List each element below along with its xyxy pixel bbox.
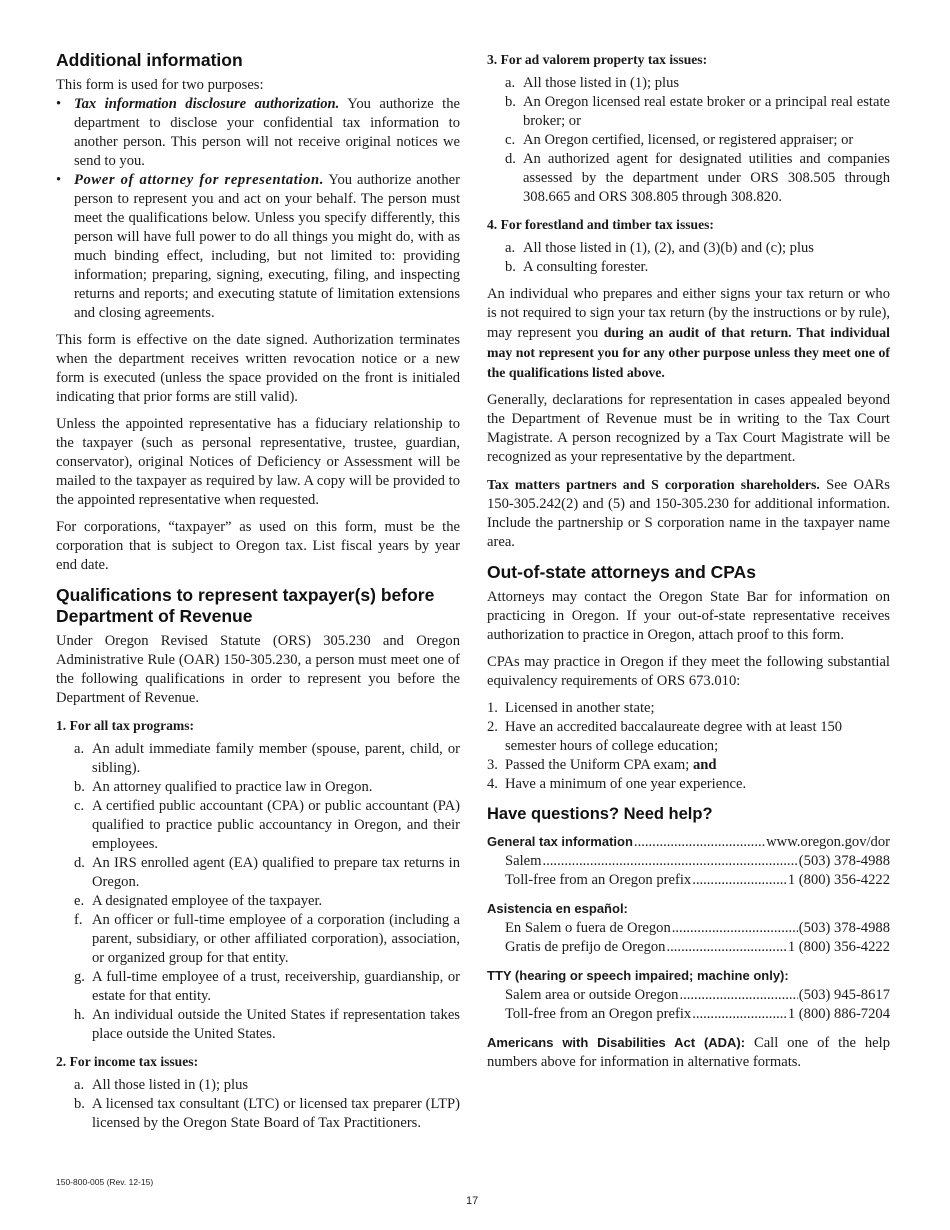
list-item: b. A consulting forester. (505, 259, 649, 275)
bullet-disclosure (56, 95, 460, 171)
bullet-icon: • (56, 172, 62, 188)
page-number: 17 (466, 1195, 479, 1207)
dot-leader (634, 833, 765, 852)
section-4-title: 4. For forestland and timber tax issues: (487, 217, 714, 232)
qualifications-intro: Under Oregon Revised Statute (ORS) 305.230 and Oregon Administrative Rule (OAR) 150-305.230, a person must meet one of the following qualifications in order to represent you before the Department of Revenue. (56, 633, 460, 706)
bullet-power-of-attorney (56, 171, 460, 323)
preparer-paragraph: An individual who prepares and either signs your tax return or who is not required to sign your tax return (by the instructions or by rule), may represent you during an audit of that return. That individual may not represent you for any other purpose unless they meet one of the qualifications listed above. (487, 286, 890, 380)
list-item: b. An attorney qualified to practice law in Oregon. (74, 779, 373, 795)
list-item: d. An authorized agent for designated utilities and companies assessed by the department under ORS 308.505 through 308.665 and ORS 308.805 through 308.820. (505, 151, 890, 205)
section-1-title: 1. For all tax programs: (56, 718, 195, 733)
list-item: 2. Have an accredited baccalaureate degree with at least 150 semester hours of college education; (487, 719, 843, 754)
spanish-salem-label: En Salem o fuera de Oregon (505, 920, 671, 936)
spanish-free-row (487, 938, 890, 957)
list-item: e. A designated employee of the taxpayer. (74, 893, 323, 909)
section-1-list (56, 740, 460, 1044)
attorneys-paragraph: Attorneys may contact the Oregon State Bar for information on practicing in Oregon. If your out-of-state representative receives authorization to practice in Oregon, attach proof to this form. (487, 589, 890, 643)
list-item: a. All those listed in (1); plus (74, 1077, 249, 1093)
section-3-title: 3. For ad valorem property tax issues: (487, 52, 708, 67)
tty-salem-row (487, 986, 890, 1005)
list-item: c. A certified public accountant (CPA) or public accountant (PA) qualified to practice public accountancy in Oregon, and their employees. (74, 798, 460, 852)
list-item: b. A licensed tax consultant (LTC) or licensed tax preparer (LTP) licensed by the Oregon State Board of Tax Practitioners. (74, 1096, 460, 1131)
tollfree-row (487, 871, 890, 890)
dot-leader (692, 871, 787, 890)
tty-heading: TTY (hearing or speech impaired; machine only): (487, 968, 789, 983)
general-info-row (487, 832, 890, 852)
section-2-list (56, 1076, 460, 1133)
spanish-free-phone: 1 (800) 356-4222 (787, 939, 890, 955)
salem-label: Salem (505, 853, 542, 869)
tollfree-label: Toll-free from an Oregon prefix (505, 872, 692, 888)
spanish-heading: Asistencia en español: (487, 901, 628, 916)
list-item: 3. Passed the Uniform CPA exam; and (487, 757, 717, 773)
list-item: b. An Oregon licensed real estate broker or a principal real estate broker; or (505, 94, 890, 129)
bullet-icon: • (56, 96, 62, 112)
list-item: g. A full-time employee of a trust, receivership, guardianship, or estate for that entity. (74, 969, 460, 1004)
form-number: 150-800-005 (Rev. 12-15) (56, 1177, 154, 1187)
cpas-paragraph: CPAs may practice in Oregon if they meet the following substantial equivalency requirements of ORS 673.010: (487, 654, 890, 689)
bullet-poa-title: Power of attorney for representation. (74, 172, 324, 188)
tty-free-phone: 1 (800) 886-7204 (787, 1006, 890, 1022)
additional-information-heading: Additional information (56, 50, 243, 70)
list-item: a. An adult immediate family member (spouse, parent, child, or sibling). (74, 741, 460, 776)
spanish-salem-row (487, 919, 890, 938)
tax-court-paragraph: Generally, declarations for representation in cases appealed beyond the Department of Revenue must be in writing to the Tax Court Magistrate. A person recognized by a Tax Court Magistrate will be recognized as your representative by the department. (487, 392, 890, 465)
dot-leader (666, 938, 786, 957)
right-column (487, 50, 890, 1080)
section-2-title: 2. For income tax issues: (56, 1054, 199, 1069)
website-link[interactable]: www.oregon.gov/dor (766, 834, 890, 850)
spanish-salem-phone: (503) 378-4988 (798, 920, 890, 936)
list-item: c. An Oregon certified, licensed, or registered appraiser; or (505, 132, 854, 148)
bullet-disclosure-text: You authorize the department to disclose your confidential tax information to another person. This person will not receive original notices we send to you. (74, 96, 460, 169)
partners-paragraph: Tax matters partners and S corporation shareholders. See OARs 150-305.242(2) and (5) and 150-305.230 for additional information. Include the partnership or S corporation name in the taxpayer name area. (487, 477, 890, 550)
list-item: 1. Licensed in another state; (487, 700, 655, 716)
salem-row (487, 852, 890, 871)
spanish-group (487, 899, 890, 957)
tty-group (487, 966, 890, 1024)
corporations-paragraph: For corporations, “taxpayer” as used on this form, must be the corporation that is subject to Oregon tax. List fiscal years by year end date. (56, 519, 460, 573)
ada-paragraph: Americans with Disabilities Act (ADA): Call one of the help numbers above for information in alternative formats. (487, 1035, 890, 1070)
list-item: d. An IRS enrolled agent (EA) qualified to prepare tax returns in Oregon. (74, 855, 460, 890)
left-column (56, 50, 460, 1141)
tollfree-phone: 1 (800) 356-4222 (787, 872, 890, 888)
dot-leader (692, 1005, 787, 1024)
dot-leader (542, 852, 797, 871)
general-info-label: General tax information (487, 834, 633, 849)
bullet-disclosure-title: Tax information disclosure authorization. (74, 96, 340, 112)
intro-text: This form is used for two purposes: (56, 77, 264, 93)
tty-free-label: Toll-free from an Oregon prefix (505, 1006, 692, 1022)
out-of-state-heading: Out-of-state attorneys and CPAs (487, 562, 757, 582)
tty-salem-phone: (503) 945-8617 (798, 987, 890, 1003)
section-3-list (487, 74, 890, 207)
general-info-group (487, 832, 890, 890)
dot-leader (679, 986, 797, 1005)
qualifications-heading: Qualifications to represent taxpayer(s) before Department of Revenue (56, 585, 435, 626)
list-item: h. An individual outside the United States if representation takes place outside the United States. (74, 1007, 460, 1042)
list-item: 4. Have a minimum of one year experience. (487, 776, 747, 792)
dot-leader (672, 919, 798, 938)
cpa-requirements-list (487, 699, 890, 794)
effective-paragraph: This form is effective on the date signed. Authorization terminates when the department receives written revocation notice or a new form is executed (unless the space provided on the front is initialed indicating that prior forms are still valid). (56, 332, 460, 405)
spanish-free-label: Gratis de prefijo de Oregon (505, 939, 666, 955)
salem-phone: (503) 378-4988 (798, 853, 890, 869)
fiduciary-paragraph: Unless the appointed representative has a fiduciary relationship to the taxpayer (such as personal representative, trustee, guardian, conservator), original Notices of Deficiency or Assessment will be mailed to the taxpayer as required by law. A copy will be provided to the appointed representative when requested. (56, 416, 460, 508)
list-item: a. All those listed in (1); plus (505, 75, 680, 91)
tty-salem-label: Salem area or outside Oregon (505, 987, 679, 1003)
tty-free-row (487, 1005, 890, 1024)
list-item: a. All those listed in (1), (2), and (3)(b) and (c); plus (505, 240, 814, 256)
help-heading: Have questions? Need help? (487, 805, 713, 823)
section-4-list (487, 239, 890, 277)
bullet-poa-text: You authorize another person to represent you and act on your behalf. The person must meet the qualifications below. Unless you specify differently, this person will have full power to do all things you might do, with as much binding effect, including, but not limited to: providing information; preparing, signing, executing, filing, and inspecting returns and reports; and executing statute of limitation extensions and closing agreements. (74, 172, 460, 321)
list-item: f. An officer or full-time employee of a corporation (including a parent, subsidiary, or other affiliated corporation), association, or organized group for that entity. (74, 912, 460, 966)
